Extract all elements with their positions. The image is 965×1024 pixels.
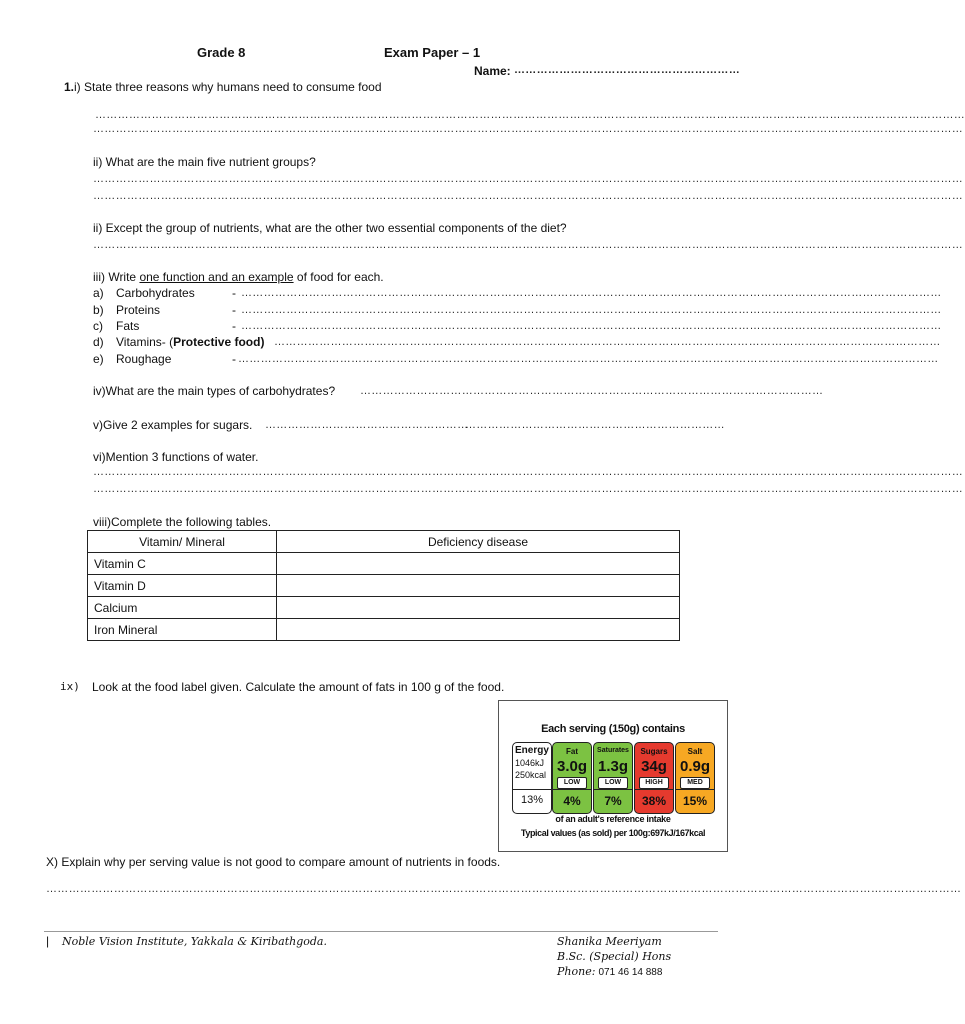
answer-line[interactable]: …………………………………………………………………………………………………………………………………………………………………… — [238, 353, 939, 365]
question-1-ii-b: ii) Except the group of nutrients, what are the other two essential components of the diet? — [93, 221, 567, 235]
question-1-i-text: i) State three reasons why humans need to consume food — [74, 80, 382, 94]
name-field[interactable]: …………………………………………………… — [514, 64, 740, 76]
answer-line[interactable]: …………………………………………………………………………………………………………………………………………………………… — [274, 336, 941, 348]
item-b-name: Proteins — [116, 303, 161, 317]
item-a-dash: - — [232, 286, 236, 300]
nutrient-percent: 7% — [604, 794, 622, 808]
item-a-letter: a) — [93, 286, 104, 300]
answer-line[interactable]: …………………………………………………………………………………………………………………………………………………………………… — [241, 304, 942, 316]
item-c-dash: - — [232, 319, 236, 333]
saturates-segment — [593, 742, 633, 814]
footer-phone: Phone: 071 46 14 888 — [557, 965, 663, 978]
answer-line[interactable]: …………………………………………………………………………………………………………………………………………………………………………………………………………… — [95, 109, 965, 121]
question-1-vi: vi)Mention 3 functions of water. — [93, 450, 259, 464]
nutrient-percent: 15% — [682, 794, 708, 808]
level-pill: MED — [680, 777, 710, 789]
nutrient-value: 1.3g — [597, 758, 628, 775]
name-label: Name: — [474, 64, 511, 78]
salt-segment — [675, 742, 715, 814]
level-pill: HIGH — [639, 777, 669, 789]
answer-line[interactable]: …………………………………………………………………………………………………………… — [360, 385, 824, 397]
question-number: 1. — [64, 80, 75, 94]
energy-kcal: 250kcal — [515, 770, 547, 780]
item-c-name: Fats — [116, 319, 140, 333]
answer-line[interactable]: …………………………………………………………………………………………………………………………………………………………………… — [241, 320, 942, 332]
energy-percent: 13% — [520, 794, 544, 806]
table-answer-cell[interactable] — [277, 619, 680, 641]
question-1-iii: iii) Write one function and an example of food for each. — [93, 270, 384, 284]
nutrient-name: Salt — [687, 747, 703, 756]
table-answer-cell[interactable] — [277, 575, 680, 597]
question-1-v: v)Give 2 examples for sugars. — [93, 418, 253, 432]
sugars-segment — [634, 742, 674, 814]
table-row — [88, 553, 680, 575]
item-e-letter: e) — [93, 352, 104, 366]
nutrient-value: 3.0g — [556, 758, 587, 775]
table-cell: Vitamin D — [88, 575, 277, 597]
fat-segment — [552, 742, 592, 814]
question-ix-number: ix) — [60, 680, 80, 693]
table-answer-cell[interactable] — [277, 553, 680, 575]
footer-institute: Noble Vision Institute, Yakkala & Kiribathgoda. — [62, 935, 327, 948]
answer-line[interactable]: …………………………………………………………………………………………………………………………………………………………………… — [241, 287, 942, 299]
answer-line[interactable]: ……………………………………………… — [265, 419, 469, 431]
nutrient-value: 34g — [641, 758, 667, 775]
nutrient-percent: 4% — [563, 794, 581, 808]
item-d-letter: d) — [93, 335, 104, 349]
table-cell: Calcium — [88, 597, 277, 619]
item-b-dash: - — [232, 303, 236, 317]
table-header-vitamin: Vitamin/ Mineral — [88, 531, 277, 553]
exam-title: Exam Paper – 1 — [384, 45, 481, 60]
level-pill: LOW — [557, 777, 587, 789]
footer-bar: | — [46, 934, 50, 948]
answer-line[interactable]: …………………………………………………………………………………………………………………………………………………………………………………………………………… — [93, 483, 964, 495]
item-a-name: Carbohydrates — [116, 286, 195, 300]
table-header-disease: Deficiency disease — [277, 531, 680, 553]
item-b-letter: b) — [93, 303, 104, 317]
energy-segment — [512, 742, 552, 814]
question-x: X) Explain why per serving value is not good to compare amount of nutrients in foods. — [46, 855, 501, 869]
energy-kj: 1046kJ — [515, 758, 545, 768]
nutrient-name: Sugars — [640, 747, 668, 756]
question-ix: Look at the food label given. Calculate the amount of fats in 100 g of the food. — [92, 680, 505, 694]
food-label — [498, 700, 728, 852]
food-label-heading: Each serving (150g) contains — [541, 723, 685, 735]
table-row — [88, 575, 680, 597]
item-e-dash: - — [232, 352, 236, 366]
footer-degree: B.Sc. (Special) Hons — [557, 950, 672, 963]
answer-line[interactable]: …………………………………………………………………………………………………………………………………………………………………………………………………………… — [93, 190, 964, 202]
item-c-letter: c) — [93, 319, 103, 333]
item-e-name: Roughage — [116, 352, 172, 366]
energy-title: Energy — [515, 745, 549, 756]
nutrient-value: 0.9g — [679, 758, 710, 775]
answer-line[interactable]: …………………………………………………………………………………………………………………………………………………………………………………………………………… — [93, 466, 964, 478]
deficiency-table — [87, 530, 680, 641]
question-1-viii: viii)Complete the following tables. — [93, 515, 272, 529]
level-pill: LOW — [598, 777, 628, 789]
answer-line[interactable]: ……………………………………………………………………………………………………………………………………………………………………………………………………………………… — [46, 883, 962, 895]
table-row — [88, 619, 680, 641]
nutrient-name: Saturates — [597, 747, 629, 754]
item-d-name: Vitamins- (Protective food) — [116, 335, 265, 349]
answer-line[interactable]: …………………………………………………………………………………………………………………………………………………………………………………………………………… — [93, 239, 964, 251]
nutrient-name: Fat — [566, 747, 578, 756]
answer-line[interactable]: …………………………………………………………… — [465, 419, 725, 431]
question-1-ii-a: ii) What are the main five nutrient groups? — [93, 155, 316, 169]
grade-title: Grade 8 — [197, 45, 246, 60]
question-1-iv: iv)What are the main types of carbohydrates? — [93, 384, 336, 398]
food-label-footnote: of an adult's reference intake — [555, 814, 671, 824]
food-label-typical-values: Typical values (as sold) per 100g:697kJ/167kcal — [520, 828, 706, 838]
table-row — [88, 597, 680, 619]
table-cell: Vitamin C — [88, 553, 277, 575]
answer-line[interactable]: …………………………………………………………………………………………………………………………………………………………………………………………………………… — [93, 123, 964, 135]
footer-author: Shanika Meeriyam — [557, 935, 662, 948]
answer-line[interactable]: …………………………………………………………………………………………………………………………………………………………………………………………………………… — [93, 173, 964, 185]
nutrient-percent: 38% — [641, 794, 667, 808]
table-cell: Iron Mineral — [88, 619, 277, 641]
table-answer-cell[interactable] — [277, 597, 680, 619]
question-1-i — [64, 80, 382, 94]
footer-divider — [44, 931, 718, 932]
